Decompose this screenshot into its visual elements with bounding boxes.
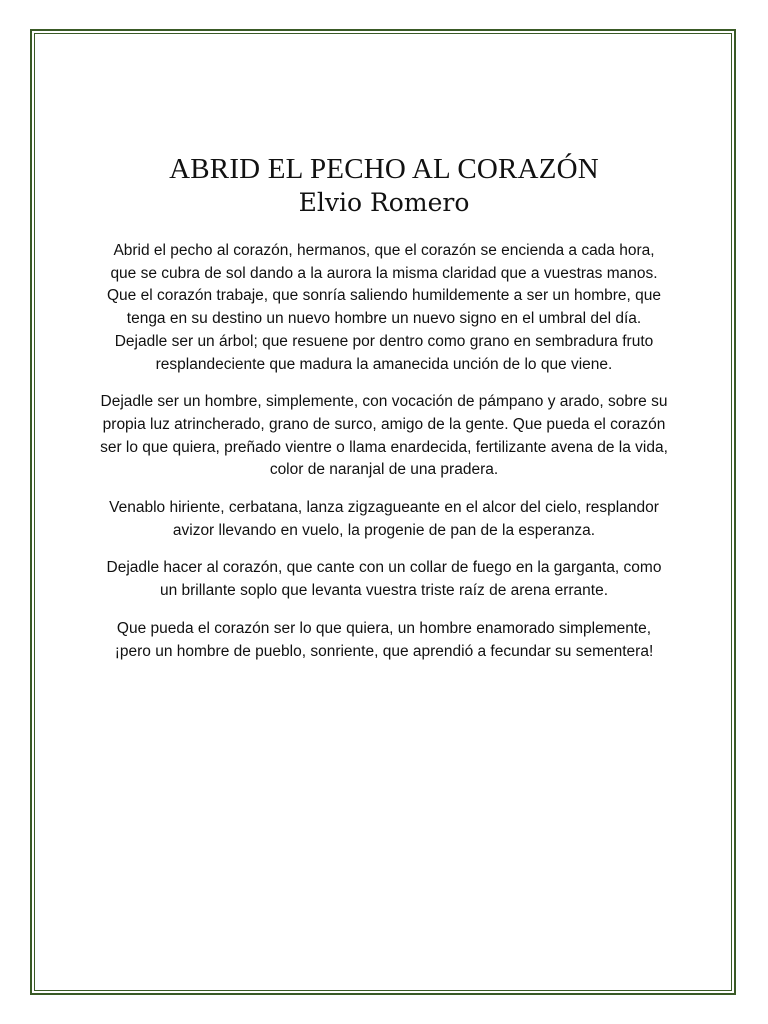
- paragraph-1: Abrid el pecho al corazón, hermanos, que el corazón se encienda a cada hora, que se cubra de sol dando a la aurora la misma claridad que a vuestras manos. Que el corazón trabaje, que sonría saliendo humildemente a ser un hombre, que tenga en su destino un nuevo hombre un nuevo signo en el umbral del día. Dejadle ser un árbol; que resuene por dentro como grano en sembradura fruto resplandeciente que madura la amanecida unción de lo que viene.: [106, 242, 662, 373]
- paragraph-4: Dejadle hacer al corazón, que cante con un collar de fuego en la garganta, como un brillante soplo que levanta vuestra triste raíz de arena errante.: [106, 559, 662, 600]
- document-body: [100, 152, 668, 678]
- document-author: Elvio Romero: [298, 188, 470, 217]
- paragraph-2: Dejadle ser un hombre, simplemente, con vocación de pámpano y arado, sobre su propia luz atrincherado, grano de surco, amigo de la gente. Que pueda el corazón ser lo que quiera, preñado vientre o llama enardecida, fertilizante avena de la vida, color de naranjal de una pradera.: [100, 393, 668, 479]
- paragraph-5: Que pueda el corazón ser lo que quiera, un hombre enamorado simplemente, ¡pero un hombre de pueblo, sonriente, que aprendió a fecundar su sementera!: [114, 619, 654, 660]
- document-title: ABRID EL PECHO AL CORAZÓN: [169, 153, 599, 185]
- paragraph-3: Venablo hiriente, cerbatana, lanza zigzagueante en el alcor del cielo, resplandor avizor llevando en vuelo, la progenie de pan de la esperanza.: [109, 499, 659, 539]
